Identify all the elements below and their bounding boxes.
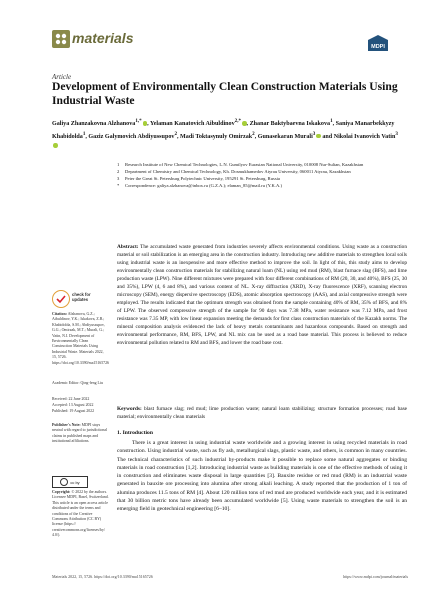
accepted-date: Accepted: 13 August 2022 <box>52 403 94 407</box>
page-footer <box>52 574 408 579</box>
article-type: Article <box>52 73 72 81</box>
check-for-updates-icon[interactable] <box>52 290 70 308</box>
cc-by-license-badge[interactable]: cc by <box>52 476 88 488</box>
author-list: Galiya Zhanzakovna Alzhanova$^{1,*}$, Yelaman Kanatovich Aibuldinov$^{2,*}$, Zhanar Baktybaevna Iskakova$^1$, Saniya Manarbekkyzy Khabidolda$^1$, Gaziz Galymovich Abdiyussupov$^2$, Madi Toktasynuly Omirzak$^2$, Gunasekaran Murali$^3$ and Nikolai Ivanovich Vatin$^3$ <box>52 117 402 152</box>
check-for-updates-label[interactable]: check for updates <box>72 292 91 302</box>
cc-icon <box>60 478 68 486</box>
orcid-icon <box>53 143 58 148</box>
affiliation-item: 2 Department of Chemistry and Chemical Technology, Kh. Dosmukhamedov Atyrau University, 060011 Atyrau, Kazakhstan <box>117 169 351 174</box>
academic-editor: Academic Editor: Qing-feng Liu <box>52 381 103 385</box>
footer-citation[interactable]: Materials 2022, 15, 5726. https://doi.org/10.3390/ma15165726 <box>52 574 153 579</box>
abstract: Abstract: The accumulated waste generated from industries severely affects environmental conditions. Using waste as a construction material or soil stabilization is an emerging area in the construction industry. Introducing new additive materials to strengthen local soils using industrial waste is an inexpensive and more effective method to improve the soil. In light of this, this study aims to develop environmentally clean construction materials for stabilizing natural loam (NL) using red mud (RM), blast furnace slag (BFS), and lime production waste (LPW). Nine different mixtures were prepared with four different combinations of RM (20, 30, and 40%), BFS (25, 30 and 35%), LPW (4, 6 and 8%), and various content of NL. X-ray diffraction (XRD), X-ray fluorescence (XRF), scanning electron microscopy (SEM), energy dispersive spectroscopy (EDS), atomic absorption spectroscopy (AAS), and axial compressive strength were employed. The results indicated that the optimum strength was obtained from the sample containing 40% of RM, 35% of BFS, and 8% of LPW. The observed compressive strength of the sample for 90 days was 7.38 MPa, water resistance was 7.12 MPa, and frost resistance was 7.35 MP, with low linear expansion meeting the demands for first class construction materials of the Kazakh norms. The mineral composition analysis evidenced the lack of heavy metals contaminants and hazardous compounds. Based on strength and environmental performance, RM, BFS, LPW, and NL mix can be used as a road base material. This process is believed to reduce environmental pollution related to RM and BFS, and lower the road base cost. <box>117 244 407 346</box>
footer-journal-link[interactable]: https://www.mdpi.com/journal/materials <box>343 574 408 579</box>
materials-journal-logo-icon <box>52 30 70 48</box>
introduction-paragraph: There is a great interest in using industrial waste worldwide and a growing interest in using recycled materials in road construction. Using industrial waste, such as fly ash, metallurgical slags, plastic waste, and others, is common in many countries. The technical characteristics of such industrial by-products make it possible to replace some natural aggregates or binding materials in road construction [1,2]. Introducing industrial waste as building materials is one of the effective methods of using it in construction and eliminates waste disposal in large quantities [3]. Bauxite residue or red mud (RM) is an industrial waste generated in bauxite ore processing into alumina after strong alkali leaching. A study reported that the production of 1 ton of alumina produces 11.5 tons of RM [4]. About 120 million tons of red mud are produced worldwide each year, and it is estimated that 30 billion metric tons have already been accumulated worldwide [5]. Using waste materials to strengthen the soil is an emerging field in geotechnical engineering [6–10]. <box>117 440 407 513</box>
received-date: Received: 22 June 2022 <box>52 397 90 401</box>
correspondence[interactable]: * Correspondence: galiya.alzhanova@inbox.ru (G.Z.A.); elaman_85@mail.ru (Y.K.A.) <box>117 183 282 188</box>
affiliation-item: 3 Peter the Great St. Petersburg Polytechnic University, 195291 St. Petersburg, Russia <box>117 176 280 181</box>
publisher-note: Publisher's Note: MDPI stays neutral with regard to jurisdictional claims in published maps and institutional affiliations. <box>52 423 108 444</box>
affiliation-item: 1 Research Institute of New Chemical Technologies, L.N. Gumilyov Eurasian National University, 010008 Nur-Sultan, Kazakhstan <box>117 162 364 167</box>
paper-title: Development of Environmentally Clean Construction Materials Using Industrial Waste <box>52 80 398 107</box>
keywords: Keywords: blast furnace slag; red mud; lime production waste; natural loam stabilizing; structure formation processes; road base material; environmentally clean materials <box>117 406 407 420</box>
journal-name: materials <box>72 30 134 46</box>
mdpi-logo-icon <box>368 35 388 51</box>
affiliations <box>117 162 407 190</box>
copyright-block: Copyright: © 2022 by the authors. Licensee MDPI, Basel, Switzerland. This article is an open access article distributed under the terms and conditions of the Creative Commons Attribution (CC BY) license (https:// creativecommons.org/licenses/by/ 4.0/). <box>52 490 109 538</box>
published-date: Published: 19 August 2022 <box>52 409 95 413</box>
citation-block: Citation: Alzhanova, G.Z.; Aibuldinov, Y.K.; Iskakova, Z.B.; Khabidolda, S.M.; Abdiyussupov, G.G.; Omirzak, M.T.; Murali, G.; Vatin, N.I. Development of Environmentally Clean Construction Materials Using Industrial Waste. Materials 2022, 15, 5726. https://doi.org/10.3390/ma15165726 <box>52 312 109 365</box>
section-heading: 1. Introduction <box>117 430 153 436</box>
svg-text:MDPI: MDPI <box>371 44 385 50</box>
